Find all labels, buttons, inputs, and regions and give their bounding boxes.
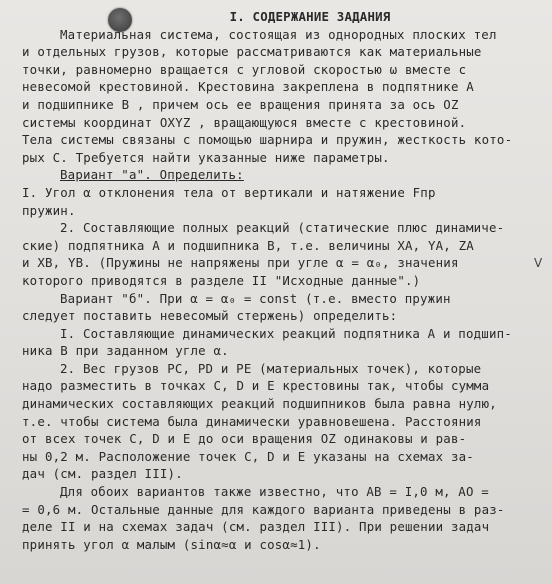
text-line: ские) подпятника A и подшипника B, т.е. величины XA, YA, ZA [22,237,474,253]
document-body [22,8,538,553]
text-line: которого приводятся в разделе II "Исходные данные".) [22,272,421,288]
text-line: 2. Вес грузов PC, PD и PE (материальных точек), которые [60,360,482,376]
text-line: и XB, YB. (Пружины не напряжены при угле α = α₀, значения [22,255,459,271]
text-line: рых C. Требуется найти указанные ниже параметры. [22,149,390,165]
text-line: и подшипнике B , причем ось ее вращения принята за ось OZ [22,96,459,112]
text-line: I. Угол α отклонения тела от вертикали и натяжение Fпр [22,184,436,200]
text-line: следует поставить невесомый стержень) определить: [22,308,398,324]
section-title: I. СОДЕРЖАНИЕ ЗАДАНИЯ [229,9,391,24]
text-line: ника B при заданном угле α. [22,343,229,359]
text-line: 2. Составляющие полных реакций (статические плюс динамиче- [60,220,505,236]
text-line: Для обоих вариантов также известно, что AB = I,0 м, AO = [60,484,489,500]
variant-b-heading: Вариант "б". При α = α₀ = const (т.е. вместо пружин [60,290,451,306]
text-line: ны 0,2 м. Расположение точек C, D и E указаны на схемах за- [22,448,474,464]
text-line: дач (см. раздел III). [22,466,183,482]
text-line: I. Составляющие динамических реакций подпятника A и подшип- [60,325,512,341]
text-line: принять угол α малым (sinα≈α и cosα≈1). [22,536,321,552]
text-line: системы координат OXYZ , вращающуюся вместе с крестовиной. [22,114,467,130]
margin-check-mark: V [534,256,543,270]
text-line: и отдельных грузов, которые рассматриваются как материальные [22,44,482,60]
text-line: = 0,6 м. Остальные данные для каждого варианта приведены в раз- [22,501,505,517]
text-line: Материальная система, состоящая из однородных плоских тел [60,26,497,42]
text-line: пружин. [22,202,76,218]
text-line: Тела системы связаны с помощью шарнира и пружин, жесткость кото- [22,132,513,148]
text-line: деле II и на схемах задач (см. раздел III). При решении задач [22,519,490,535]
text-line: от всех точек C, D и E до оси вращения OZ одинаковы и рав- [22,431,467,447]
text-line: надо разместить в точках C, D и E крестовины так, чтобы сумма [22,378,490,394]
text-line: динамических составляющих реакций подшипников была равна нулю, [22,396,497,412]
variant-a-heading: Вариант "а". Определить: [60,167,244,183]
text-line: точки, равномерно вращается с угловой скоростью ω вместе с [22,61,467,77]
text-line: т.е. чтобы система была динамически уравновешена. Расстояния [22,413,482,429]
text-line: невесомой крестовиной. Крестовина закреплена в подпятнике A [22,79,474,95]
